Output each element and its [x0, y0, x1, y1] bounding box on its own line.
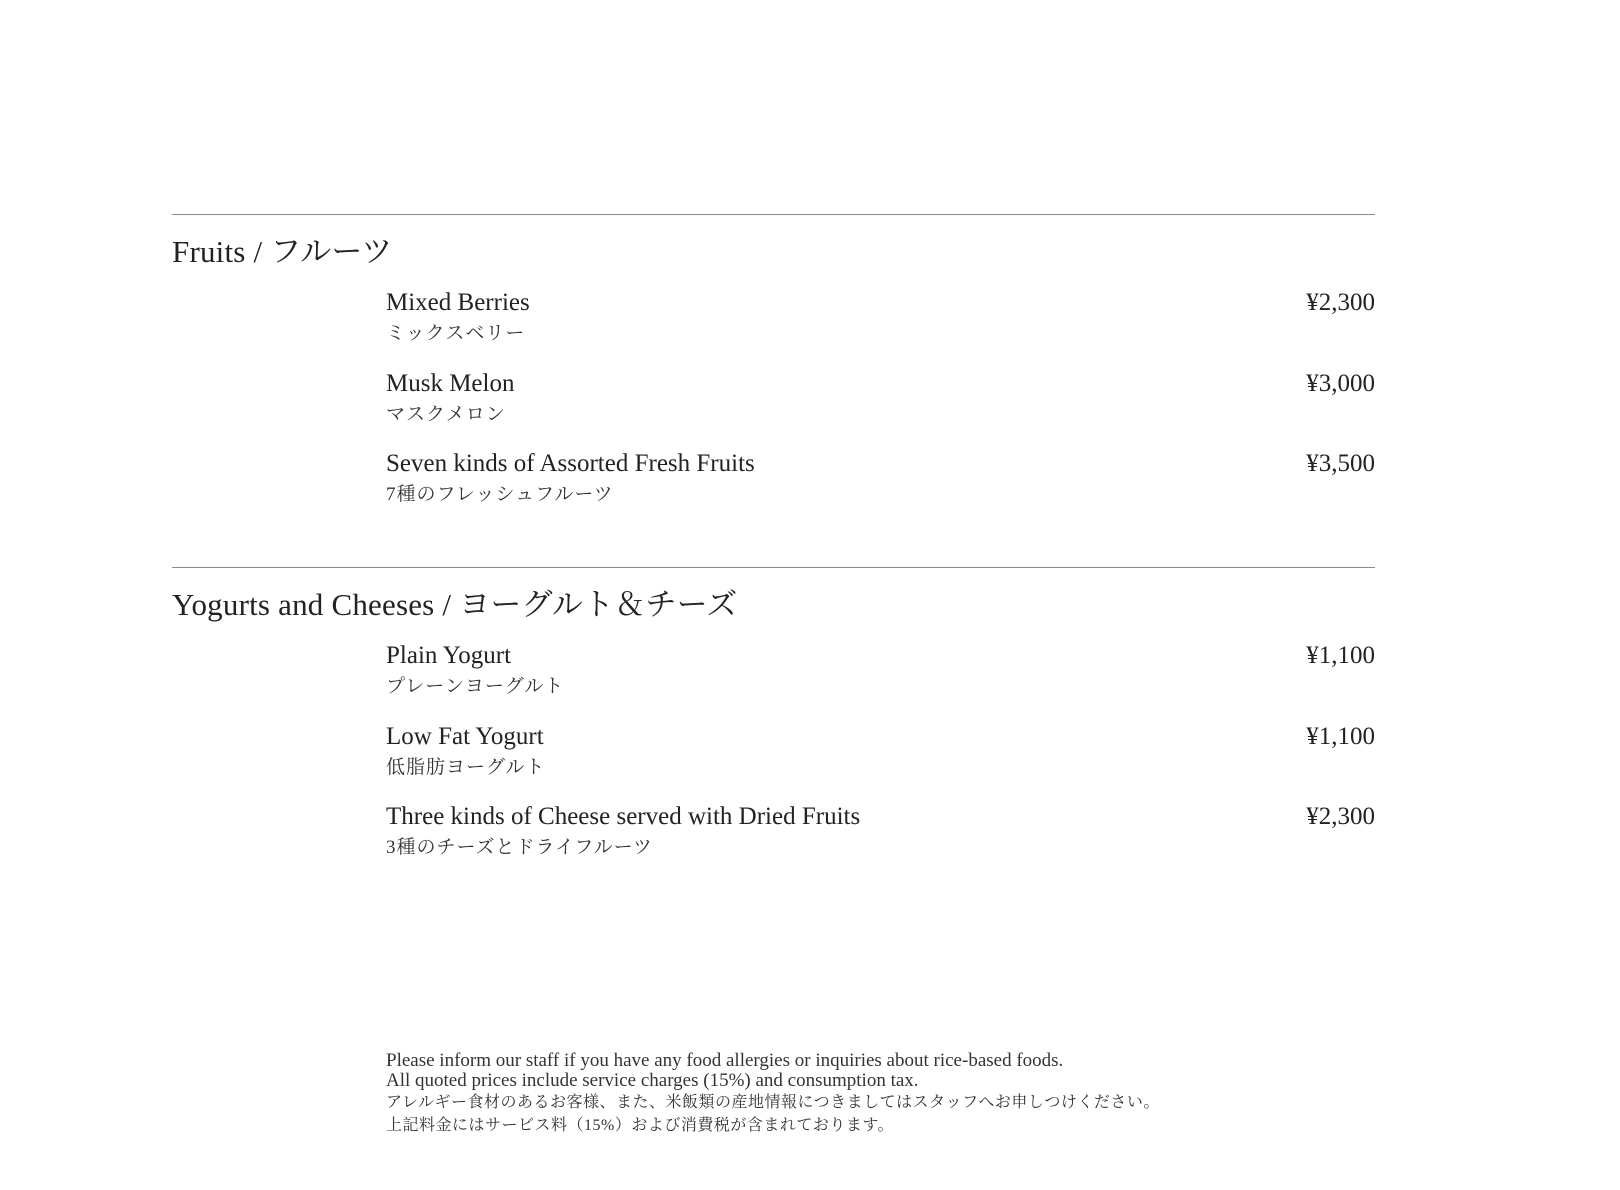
allergy-note-en: Please inform our staff if you have any food allergies or inquiries about rice-based foods. [386, 1050, 1064, 1071]
price-note-en: All quoted prices include service charges (15%) and consumption tax. [386, 1070, 919, 1091]
item-price: ¥1,100 [1306, 642, 1375, 669]
section-title-fruits: Fruits / フルーツ [172, 234, 393, 269]
footer-notes [386, 1051, 1160, 1137]
item-price: ¥2,300 [1306, 289, 1375, 316]
section-title-yogurts-cheeses: Yogurts and Cheeses / ヨーグルト＆チーズ [172, 587, 738, 622]
menu-item-musk-melon [386, 369, 1375, 429]
item-name-jp: マスクメロン [386, 404, 506, 425]
menu-item-cheese-dried-fruits [386, 802, 1375, 862]
menu-item-plain-yogurt [386, 641, 1375, 701]
item-name-jp: ミックスベリー [386, 323, 526, 344]
item-name-en: Three kinds of Cheese served with Dried Fruits [386, 803, 861, 830]
item-name-en: Plain Yogurt [386, 642, 512, 669]
menu-item-low-fat-yogurt [386, 722, 1375, 782]
item-name-jp: 3種のチーズとドライフルーツ [386, 837, 653, 858]
item-name-en: Musk Melon [386, 370, 515, 397]
item-price: ¥2,300 [1306, 803, 1375, 830]
menu-item-assorted-fruits [386, 449, 1375, 509]
section-divider [172, 567, 1375, 568]
item-name-jp: 7種のフレッシュフルーツ [386, 484, 614, 505]
item-name-jp: プレーンヨーグルト [386, 676, 565, 697]
menu-item-mixed-berries [386, 288, 1375, 348]
item-name-en: Mixed Berries [386, 289, 530, 316]
item-name-jp: 低脂肪ヨーグルト [386, 757, 546, 778]
allergy-note-jp: アレルギー食材のあるお客様、また、米飯類の産地情報につきましてはスタッフへお申しつけください。 [386, 1094, 1160, 1111]
item-price: ¥1,100 [1306, 723, 1375, 750]
price-note-jp: 上記料金にはサービス料（15%）および消費税が含まれております。 [386, 1117, 895, 1134]
item-name-en: Low Fat Yogurt [386, 723, 544, 750]
item-price: ¥3,500 [1306, 450, 1375, 477]
item-name-en: Seven kinds of Assorted Fresh Fruits [386, 450, 755, 477]
item-price: ¥3,000 [1306, 370, 1375, 397]
section-divider [172, 214, 1375, 215]
